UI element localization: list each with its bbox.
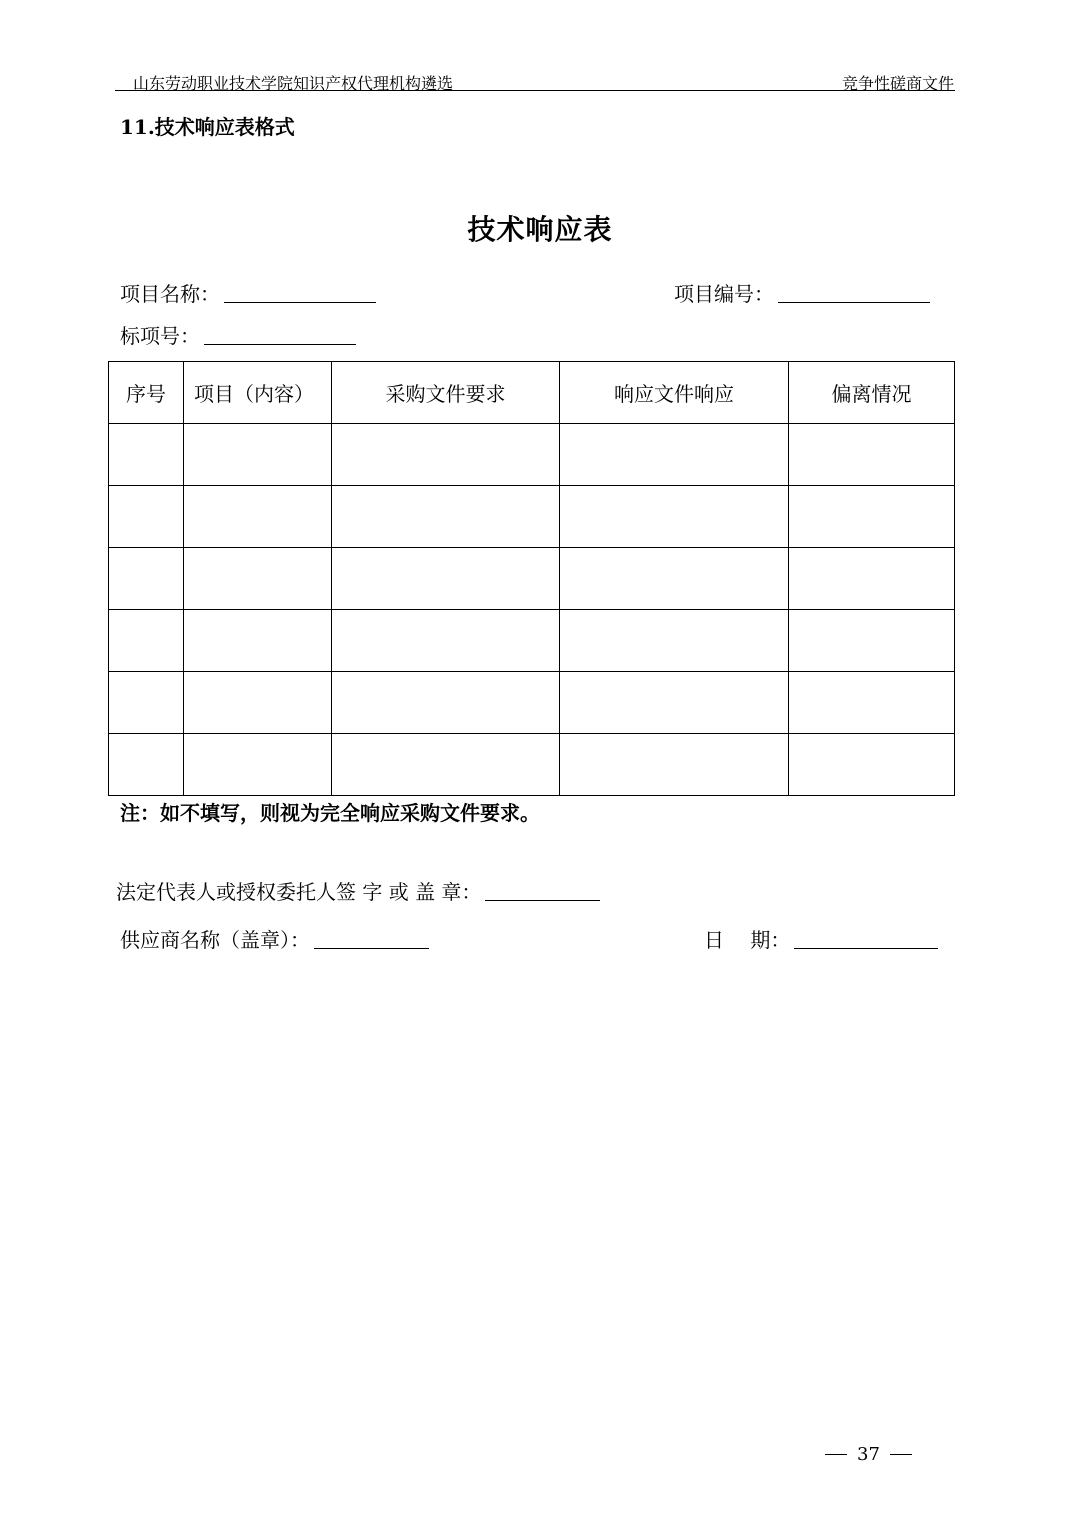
table-row xyxy=(109,610,955,672)
table-cell xyxy=(560,424,789,486)
project-name-label: 项目名称： xyxy=(120,282,220,306)
table-cell xyxy=(789,610,955,672)
technical-response-table xyxy=(108,361,955,796)
table-cell xyxy=(332,734,560,796)
header-cell-requirement: 采购文件要求 xyxy=(332,362,560,424)
project-number-blank xyxy=(778,301,930,303)
table-cell xyxy=(109,734,184,796)
signature-label: 法定代表人或授权委托人签 字 或 盖 章： xyxy=(116,880,482,904)
header-right-title: 竞争性磋商文件 xyxy=(841,74,954,93)
table-cell xyxy=(332,548,560,610)
table-cell xyxy=(184,734,332,796)
date-field xyxy=(704,924,938,953)
table-row xyxy=(109,424,955,486)
table-cell xyxy=(184,610,332,672)
table-cell xyxy=(332,672,560,734)
table-row xyxy=(109,486,955,548)
table-cell xyxy=(109,486,184,548)
project-number-field xyxy=(674,278,930,307)
table-cell xyxy=(789,486,955,548)
header-left-title: 山东劳动职业技术学院知识产权代理机构遴选 xyxy=(133,74,454,93)
project-name-blank xyxy=(224,301,376,303)
supplier-field xyxy=(120,924,429,953)
signature-blank xyxy=(485,899,600,901)
header-cell-seq: 序号 xyxy=(109,362,184,424)
table-row xyxy=(109,734,955,796)
table-row xyxy=(109,548,955,610)
table-cell xyxy=(332,486,560,548)
signature-field xyxy=(116,876,600,905)
table-cell xyxy=(560,548,789,610)
table-cell xyxy=(789,734,955,796)
date-blank xyxy=(794,947,938,949)
page-number-footer xyxy=(815,1444,922,1465)
lot-number-label: 标项号： xyxy=(120,324,200,348)
header-cell-item: 项目（内容） xyxy=(184,362,332,424)
supplier-blank xyxy=(314,947,429,949)
page-title: 技术响应表 xyxy=(467,213,613,246)
table-cell xyxy=(184,672,332,734)
table-cell xyxy=(560,610,789,672)
table-cell xyxy=(789,424,955,486)
header-cell-deviation: 偏离情况 xyxy=(789,362,955,424)
date-label: 日 期： xyxy=(704,928,791,952)
table-cell xyxy=(184,486,332,548)
supplier-label: 供应商名称（盖章）： xyxy=(120,928,310,952)
table-cell xyxy=(560,672,789,734)
section-heading: 11.技术响应表格式 xyxy=(120,115,295,139)
page-number: 37 xyxy=(857,1444,880,1465)
table-cell xyxy=(332,424,560,486)
lot-number-blank xyxy=(204,343,356,345)
header-cell-response: 响应文件响应 xyxy=(560,362,789,424)
page-number-dash-right xyxy=(890,1454,912,1455)
project-number-label: 项目编号： xyxy=(674,282,774,306)
table-cell xyxy=(109,548,184,610)
header-divider xyxy=(115,90,955,91)
table-cell xyxy=(184,424,332,486)
table-header-row xyxy=(109,362,955,424)
table-cell xyxy=(560,734,789,796)
table-cell xyxy=(560,486,789,548)
table-cell xyxy=(109,610,184,672)
project-name-field xyxy=(120,278,376,307)
table-cell xyxy=(184,548,332,610)
table-cell xyxy=(789,548,955,610)
table-cell xyxy=(789,672,955,734)
table-cell xyxy=(332,610,560,672)
page-number-dash-left xyxy=(825,1454,847,1455)
table-cell xyxy=(109,424,184,486)
table-cell xyxy=(109,672,184,734)
lot-number-field xyxy=(120,320,356,349)
table-note: 注：如不填写，则视为完全响应采购文件要求。 xyxy=(120,801,540,825)
table-row xyxy=(109,672,955,734)
